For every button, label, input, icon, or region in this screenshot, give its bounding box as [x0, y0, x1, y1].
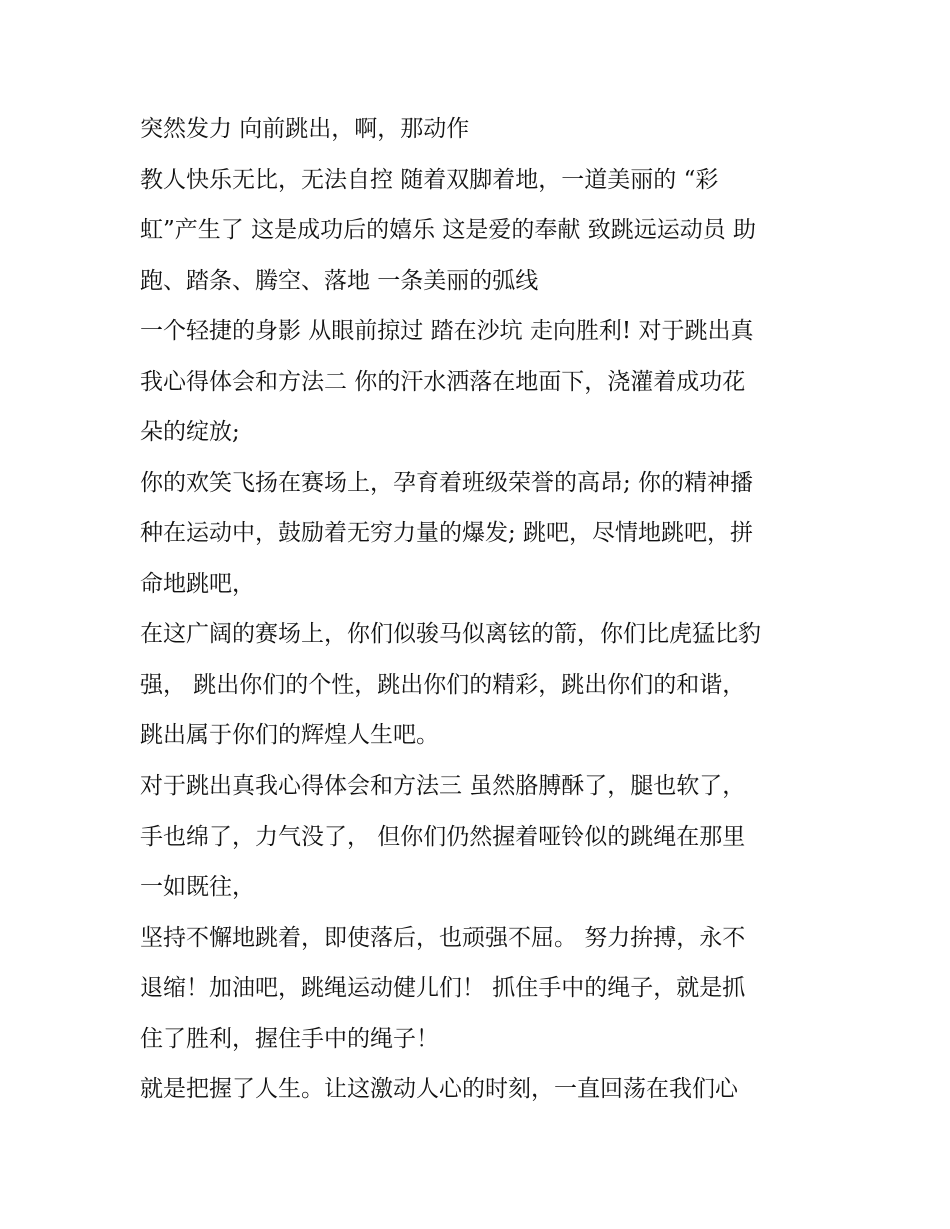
- text-line-3: 虹”产生了 这是成功后的嬉乐 这是爱的奉献 致跳远运动员 助: [140, 217, 757, 243]
- text-line-13: 跳出属于你们的辉煌人生吧。: [140, 722, 439, 748]
- text-line-12: 强， 跳出你们的个性，跳出你们的精彩，跳出你们的和谐，: [140, 672, 746, 698]
- text-line-14: 对于跳出真我心得体会和方法三 虽然胳膊酥了，腿也软了，: [140, 773, 746, 799]
- text-line-18: 退缩！加油吧，跳绳运动健儿们！ 抓住手中的绳子，就是抓: [140, 975, 746, 1001]
- text-line-9: 种在运动中，鼓励着无穷力量的爆发; 跳吧，尽情地跳吧，拼: [140, 520, 754, 546]
- text-line-8: 你的欢笑飞扬在赛场上，孕育着班级荣誉的高昂; 你的精神播: [140, 470, 754, 496]
- text-line-17: 坚持不懈地跳着，即使落后，也顽强不屈。 努力拚搏，永不: [140, 925, 746, 951]
- text-line-19: 住了胜利，握住手中的绳子！: [140, 1026, 439, 1052]
- text-line-11: 在这广阔的赛场上，你们似骏马似离铉的箭，你们比虎猛比豹: [140, 621, 761, 647]
- text-line-1: 突然发力 向前跳出，啊，那动作: [140, 116, 470, 142]
- text-line-10: 命地跳吧，: [140, 571, 255, 597]
- text-line-20: 就是把握了人生。让这激动人心的时刻，一直回荡在我们心: [140, 1076, 738, 1102]
- text-line-4: 跑、踏条、腾空、落地 一条美丽的弧线: [140, 268, 539, 294]
- text-line-2: 教人快乐无比，无法自控 随着双脚着地，一道美丽的 “彩: [140, 167, 719, 193]
- text-line-5: 一个轻捷的身影 从眼前掠过 踏在沙坑 走向胜利! 对于跳出真: [140, 318, 754, 344]
- text-line-16: 一如既往，: [140, 874, 255, 900]
- text-line-15: 手也绵了，力气没了， 但你们仍然握着哑铃似的跳绳在那里: [140, 824, 746, 850]
- text-line-7: 朵的绽放;: [140, 419, 240, 445]
- text-line-6: 我心得体会和方法二 你的汗水洒落在地面下，浇灌着成功花: [140, 369, 746, 395]
